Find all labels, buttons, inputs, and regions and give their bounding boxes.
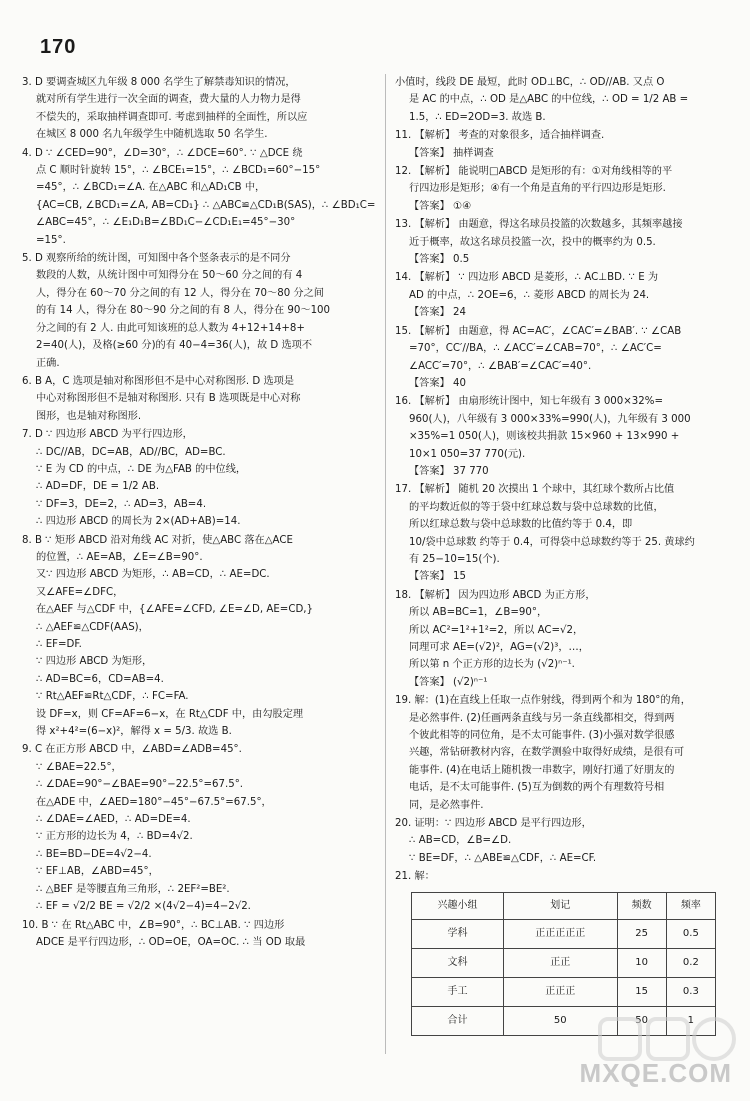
answer-item (22, 145, 378, 249)
answer-line: ∴ ∠DAE=∠AED，∴ AD=DE=4. (36, 814, 191, 826)
answer-line: 5. D 观察所给的统计图，可知图中各个竖条表示的是不同分 (22, 253, 291, 265)
answer-line: ∴ EF=DF. (36, 639, 82, 650)
answer-line: ∵ ∠BAE=22.5°， (36, 761, 122, 773)
answer-item (395, 481, 725, 585)
answer-line: 8. B ∵ 矩形 ABCD 沿对角线 AC 对折，使△ABC 落在△ACE (22, 534, 293, 546)
table-cell: 1 (666, 1006, 715, 1035)
answer-line: 【答案】 ①④ (409, 200, 472, 212)
table-cell: 15 (617, 977, 666, 1006)
answer-line: 所以红球总数与袋中总球数的比值约等于 0.4，即 (409, 519, 633, 531)
watermark-text: MXQE.COM (579, 1058, 732, 1088)
answer-line: 10. B ∵ 在 Rt△ABC 中，∠B=90°，∴ BC⊥AB. ∵ 四边形 (22, 919, 285, 931)
answer-line: ∵ BE=DF，∴ △ABE≌△CDF，∴ AE=CF. (409, 852, 597, 864)
answer-line: 的位置，∴ AE=AB，∠E=∠B=90°. (36, 551, 203, 563)
table-header-row (412, 892, 716, 919)
answer-line: 【答案】 24 (409, 307, 466, 319)
answer-line: 又∵ 四边形 ABCD 为矩形，∴ AB=CD，∴ AE=DC. (36, 569, 270, 581)
answer-item (395, 323, 725, 393)
answer-line: 在△ADE 中，∠AED=180°−45°−67.5°=67.5°， (36, 796, 272, 808)
answer-line: 行四边形是矩形；④有一个角是直角的平行四边形是矩形. (409, 183, 666, 195)
column-divider (385, 74, 386, 1054)
answer-line: 21. 解： (395, 871, 435, 883)
answer-line: 得 x²+4²=(6−x)²，解得 x = 5/3. 故选 B. (36, 726, 232, 738)
table-row (412, 977, 716, 1006)
answer-line: 的有 14 人，得分在 80～90 分之间的有 8 人，得分在 90～100 (36, 305, 331, 317)
answer-line: ∴ AD=BC=6，CD=AB=4. (36, 673, 164, 685)
answer-item (395, 815, 725, 867)
table-cell: 50 (617, 1006, 666, 1035)
answer-line: 19. 解：(1)在直线上任取一点作射线，得到两个和为 180°的角， (395, 695, 691, 707)
answer-item (395, 216, 725, 268)
answer-line: ∴ AD=DF，DE = 1/2 AB. (36, 481, 160, 493)
answer-line: 就对所有学生进行一次全面的调查，费大量的人力物力是得 (36, 94, 301, 106)
answer-item (395, 74, 725, 126)
answer-line: ∴ EF = √2/2 BE = √2/2 ×(4√2−4)=4−2√2. (36, 901, 251, 913)
table-cell: 正正正 (504, 977, 617, 1006)
table-cell: 50 (504, 1006, 617, 1035)
answer-line: 在城区 8 000 名九年级学生中随机选取 50 名学生. (36, 129, 268, 141)
answer-line: 【答案】 37 770 (409, 465, 489, 477)
answer-line: ∴ BE=BD−DE=4√2−4. (36, 848, 152, 860)
table-cell: 25 (617, 919, 666, 948)
answer-line: 【答案】 15 (409, 571, 466, 583)
answer-line: 同，是必然事件. (409, 799, 484, 811)
answer-line: 兴趣，常钻研教材内容，在数学测验中取得好成绩，是很有可 (409, 747, 685, 759)
answer-line: 7. D ∵ 四边形 ABCD 为平行四边形， (22, 429, 193, 441)
answer-line: ∠ACC′=70°，∴ ∠BAB′=∠CAC′=40°. (409, 360, 592, 372)
answer-line: =45°，∴ ∠BCD₁=∠A. 在△ABC 和△AD₁CB 中， (36, 182, 266, 194)
table-cell: 学科 (412, 919, 504, 948)
answer-line: ∵ 正方形的边长为 4，∴ BD=4√2. (36, 831, 193, 843)
answer-item (22, 426, 378, 530)
answer-line: 18. 【解析】 因为四边形 ABCD 为正方形， (395, 589, 596, 601)
answer-line: 点 C 顺时针旋转 15°，∴ ∠BCE₁=15°，∴ ∠BCD₁=60°−15° (36, 165, 321, 177)
answer-line: 有 25−10=15(个). (409, 553, 500, 565)
answer-line: 9. C 在正方形 ABCD 中，∠ABD=∠ADB=45°. (22, 744, 242, 756)
answer-line: 人，得分在 60～70 分之间的有 12 人，得分在 70～80 分之间 (36, 287, 324, 299)
table-header-cell: 兴趣小组 (412, 892, 504, 919)
answer-line: 数段的人数，从统计图中可知得分在 50～60 分之间的有 4 (36, 270, 303, 282)
answer-line: 个彼此相等的同位角，是不太可能事件. (3)小强对数学很感 (409, 730, 675, 742)
answer-line: ∵ EF⊥AB，∠ABD=45°， (36, 866, 159, 878)
table-cell: 文科 (412, 948, 504, 977)
answer-line: ADCE 是平行四边形，∴ OD=OE，OA=OC. ∴ 当 OD 取最 (36, 936, 306, 948)
table-cell: 0.2 (666, 948, 715, 977)
answer-line: =15°. (36, 234, 66, 246)
table-header-cell: 频率 (666, 892, 715, 919)
answer-line: 能事件. (4)在电话上随机拨一串数字，刚好打通了好朋友的 (409, 764, 675, 776)
answer-line: 分之间的有 2 人. 由此可知该班的总人数为 4+12+14+8+ (36, 322, 305, 334)
answer-line: ×35%=1 050(人)，则该校共捐款 15×960 + 13×990 + (409, 431, 680, 443)
table-cell: 0.3 (666, 977, 715, 1006)
answer-line: ∴ AB=CD，∠B=∠D. (409, 835, 512, 847)
answer-line: 中心对称图形但不是轴对称图形. 只有 B 选项既是中心对称 (36, 393, 301, 405)
answer-line: 正确. (36, 357, 60, 369)
answer-line: 15. 【解析】 由题意，得 AC=AC′，∠CAC′=∠BAB′. ∵ ∠CAB (395, 325, 682, 337)
answer-item (22, 917, 378, 952)
answer-line: 17. 【解析】 随机 20 次摸出 1 个球中，其红球个数所占比值 (395, 484, 675, 496)
answer-line: 【答案】 0.5 (409, 254, 470, 266)
answer-line: 16. 【解析】 由扇形统计图中，知七年级有 3 000×32%= (395, 396, 663, 408)
answer-line: 2=40(人)，及格(≥60 分)的有 40−4=36(人)，故 D 选项不 (36, 340, 313, 352)
answer-line: 是必然事件. (2)任画两条直线与另一条直线都相交，得到两 (409, 712, 675, 724)
table-header-cell: 划记 (504, 892, 617, 919)
answer-line: ∠ABC=45°，∴ ∠E₁D₁B=∠BD₁C−∠CD₁E₁=45°−30° (36, 217, 296, 229)
answer-line: ∵ DF=3，DE=2，∴ AD=3，AB=4. (36, 498, 207, 510)
answer-line: 12. 【解析】 能说明□ABCD 是矩形的有：①对角线相等的平 (395, 166, 673, 178)
answer-line: 【答案】 抽样调查 (409, 147, 494, 159)
answer-line: 小值时，线段 DE 最短，此时 OD⊥BC，∴ OD//AB. 又点 O (395, 77, 665, 88)
answer-line: 所以 AC²=1²+1²=2，所以 AC=√2， (409, 624, 584, 636)
answer-item (395, 393, 725, 480)
answer-line: 电话，是不太可能事件. (5)互为倒数的两个有理数符号相 (409, 782, 665, 794)
answer-line: 6. B A，C 选项是轴对称图形但不是中心对称图形. D 选项是 (22, 375, 295, 387)
answer-item (22, 741, 378, 915)
table-header-cell: 频数 (617, 892, 666, 919)
answer-line: 图形，也是轴对称图形. (36, 410, 142, 422)
answer-line: 11. 【解析】 考查的对象很多，适合抽样调查. (395, 130, 605, 142)
answer-line: 【答案】 40 (409, 377, 466, 389)
answer-line: ∵ 四边形 ABCD 为矩形， (36, 656, 153, 668)
answer-item (22, 373, 378, 425)
answer-line: 设 DF=x，则 CF=AF=6−x，在 Rt△CDF 中，由勾股定理 (36, 708, 304, 720)
answer-line: 14. 【解析】 ∵ 四边形 ABCD 是菱形，∴ AC⊥BD. ∵ E 为 (395, 272, 659, 284)
answer-line: 同理可求 AE=(√2)²，AG=(√2)³，…， (409, 642, 589, 653)
answer-line: ∴ △BEF 是等腰直角三角形，∴ 2EF²=BE². (36, 883, 230, 895)
answer-line: 10×1 050=37 770(元). (409, 448, 526, 460)
answer-line: 的平均数近似的等于袋中红球总数与袋中总球数的比值， (409, 501, 664, 513)
answer-line: 10/袋中总球数 约等于 0.4，可得袋中总球数约等于 25. 黄球约 (409, 536, 695, 548)
left-column (22, 74, 378, 952)
answer-line: 不偿失的，采取抽样调查即可. 考虑到抽样的全面性，所以应 (36, 111, 308, 123)
table-cell: 合计 (412, 1006, 504, 1035)
answer-line: ∴ 四边形 ABCD 的周长为 2×(AD+AB)=14. (36, 516, 241, 528)
answer-item (22, 532, 378, 741)
answer-line: 4. D ∵ ∠CED=90°，∠D=30°，∴ ∠DCE=60°. ∵ △DCE 绕 (22, 147, 303, 159)
table-row (412, 948, 716, 977)
answer-line: AD 的中点，∴ 2OE=6，∴ 菱形 ABCD 的周长为 24. (409, 289, 650, 301)
answer-line: 13. 【解析】 由题意，得这名球员投篮的次数越多，其频率越接 (395, 219, 683, 231)
answer-line: 在△AEF 与△CDF 中，{∠AFE=∠CFD, ∠E=∠D, AE=CD,} (36, 604, 314, 616)
answer-line: 20. 证明：∵ 四边形 ABCD 是平行四边形， (395, 818, 592, 830)
answer-item (395, 587, 725, 691)
answer-line: 又∠AFE=∠DFC， (36, 586, 124, 598)
table-cell: 10 (617, 948, 666, 977)
table-cell: 0.5 (666, 919, 715, 948)
answer-line: ∵ E 为 CD 的中点，∴ DE 为△FAB 的中位线， (36, 463, 247, 475)
answer-line: {AC=CB, ∠BCD₁=∠A, AB=CD₁} ∴ △ABC≌△CD₁B(SAS)，∴ ∠BD₁C= (36, 199, 376, 211)
answer-line: ∴ △AEF≌△CDF(AAS)， (36, 621, 149, 633)
answer-line: 960(人)，八年级有 3 000×33%=990(人)，九年级有 3 000 (409, 413, 691, 425)
page-number: 170 (40, 36, 77, 58)
answer-item (395, 692, 725, 814)
answer-line: 所以 AB=BC=1，∠B=90°， (409, 607, 548, 619)
answer-line: 1.5，∴ ED=2OD=3. 故选 B. (409, 111, 546, 123)
answer-item (22, 74, 378, 144)
table-cell: 手工 (412, 977, 504, 1006)
answer-item (395, 868, 725, 885)
answer-line: 3. D 要调查城区九年级 8 000 名学生了解禁毒知识的情况， (22, 77, 296, 88)
answer-line: 是 AC 的中点，∴ OD 是△ABC 的中位线，∴ OD = 1/2 AB = (409, 94, 689, 106)
answer-item (395, 269, 725, 321)
table-row (412, 919, 716, 948)
answer-line: ∴ ∠DAE=90°−∠BAE=90°−22.5°=67.5°. (36, 779, 244, 791)
answer-line: 【答案】 (√2)ⁿ⁻¹ (409, 676, 488, 688)
table-cell: 正正 (504, 948, 617, 977)
table-cell: 正正正正正 (504, 919, 617, 948)
answer-line: ∵ Rt△AEF≌Rt△CDF，∴ FC=FA. (36, 691, 189, 703)
answer-item (395, 127, 725, 162)
right-column (395, 74, 725, 1036)
answer-line: 所以第 n 个正方形的边长为 (√2)ⁿ⁻¹. (409, 659, 575, 671)
answer-item (395, 163, 725, 215)
answer-item (22, 250, 378, 372)
answer-line: 近于概率，故这名球员投篮一次，投中的概率约为 0.5. (409, 236, 656, 248)
answer-line: =70°，CC′//BA，∴ ∠ACC′=∠CAB=70°，∴ ∠AC′C= (409, 343, 662, 355)
answer-line: ∴ DC//AB，DC=AB，AD//BC，AD=BC. (36, 446, 226, 458)
